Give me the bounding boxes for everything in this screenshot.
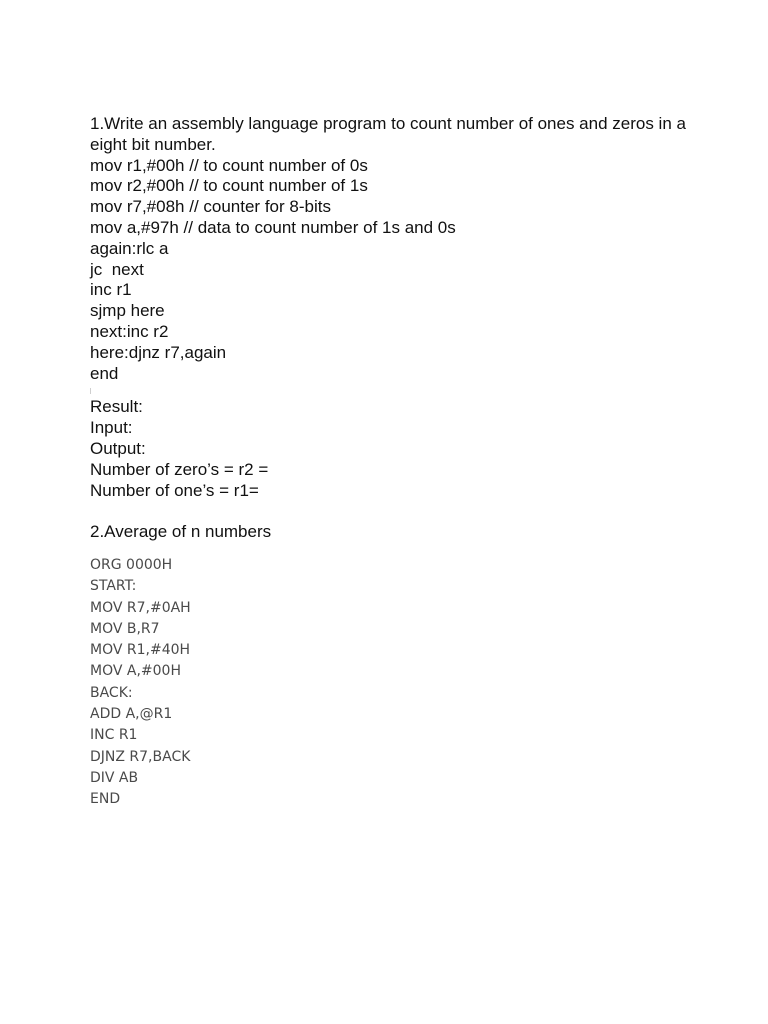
code-line: MOV B,R7	[90, 620, 160, 637]
paragraph-spacer	[90, 501, 690, 522]
section1-title: 1.Write an assembly language program to count number of ones and zeros in a eight bit number.	[90, 114, 686, 154]
code-line: next:inc r2	[90, 321, 169, 341]
code-line: jc next	[90, 259, 144, 279]
code-line: ADD A,@R1	[90, 706, 173, 723]
code-line: MOV R7,#0AH	[90, 599, 191, 616]
code-line: mov r7,#08h // counter for 8-bits	[90, 197, 331, 217]
section2-code-block	[90, 555, 690, 811]
cursor-mark	[90, 388, 91, 394]
section1-code-block	[90, 156, 690, 385]
code-line: mov r1,#00h // to count number of 0s	[90, 155, 368, 175]
code-line: BACK:	[90, 684, 133, 701]
result-line: Number of zero’s = r2 =	[90, 459, 269, 479]
code-line: DIV AB	[90, 769, 139, 786]
code-line: mov a,#97h // data to count number of 1s and 0s	[90, 217, 456, 237]
code-line: END	[90, 791, 121, 808]
result-line: Result:	[90, 397, 143, 417]
result-line: Input:	[90, 418, 133, 438]
document-content	[90, 114, 690, 811]
result-line: Output:	[90, 438, 146, 458]
code-line: end	[90, 363, 119, 383]
code-line: DJNZ R7,BACK	[90, 748, 191, 765]
code-line: ORG 0000H	[90, 556, 173, 573]
code-line: START:	[90, 578, 137, 595]
section2-title: 2.Average of n numbers	[90, 522, 272, 542]
code-line: MOV A,#00H	[90, 663, 181, 680]
section1-result-block	[90, 397, 690, 501]
code-line: inc r1	[90, 280, 132, 300]
code-line: again:rlc a	[90, 238, 169, 258]
result-line: Number of one’s = r1=	[90, 480, 259, 500]
code-line: here:djnz r7,again	[90, 342, 227, 362]
code-line: mov r2,#00h // to count number of 1s	[90, 176, 368, 196]
code-line: MOV R1,#40H	[90, 642, 191, 659]
paragraph-spacer	[90, 384, 690, 397]
code-line: INC R1	[90, 727, 138, 744]
code-line: sjmp here	[90, 301, 165, 321]
